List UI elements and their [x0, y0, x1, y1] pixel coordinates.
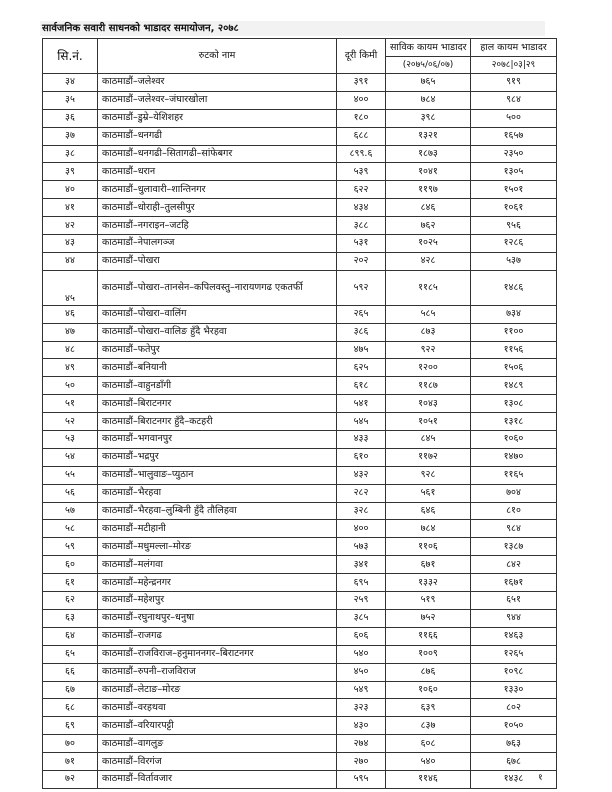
serial-cell: ६७	[43, 681, 98, 699]
old-fare-cell: ११०६	[386, 538, 471, 556]
route-cell: काठमाडौं–वरियारपट्टी	[98, 717, 337, 735]
distance-cell: २०२	[337, 252, 386, 270]
route-cell: काठमाडौं–नगराइन–जटहि	[98, 217, 337, 235]
route-cell: काठमाडौं–बिराटनगर हुँदै–कटहरी	[98, 413, 337, 431]
old-fare-cell: ७५२	[386, 609, 471, 627]
serial-cell: ४६	[43, 305, 98, 323]
route-cell: काठमाडौं–मटीहानी	[98, 520, 337, 538]
route-cell: काठमाडौं–रघुनाथपुर–धनुषा	[98, 609, 337, 627]
distance-cell: ६१०	[337, 448, 386, 466]
old-fare-cell: ८७३	[386, 323, 471, 341]
new-fare-cell: १३३०	[471, 681, 557, 699]
table-row	[43, 74, 557, 92]
new-fare-cell: ९४४	[471, 609, 557, 627]
route-cell: काठमाडौं–बिराटनगर	[98, 395, 337, 413]
distance-cell: २६५	[337, 305, 386, 323]
table-row	[43, 217, 557, 235]
serial-cell: ४७	[43, 323, 98, 341]
table-row	[43, 91, 557, 109]
serial-cell: ७२	[43, 770, 98, 788]
table-row	[43, 753, 557, 771]
distance-cell: ३२३	[337, 699, 386, 717]
old-fare-cell: ६७१	[386, 556, 471, 574]
distance-cell: ६९५	[337, 574, 386, 592]
serial-cell: ५७	[43, 502, 98, 520]
route-cell: काठमाडौं–राजविराज–हनुमाननगर–बिराटनगर	[98, 645, 337, 663]
new-fare-cell: ८०२	[471, 699, 557, 717]
header-old-fare-date: (२०७५/०६/०७)	[386, 57, 471, 74]
table-row	[43, 466, 557, 484]
table-row	[43, 341, 557, 359]
page-number: १	[538, 773, 543, 783]
distance-cell: ५९५	[337, 770, 386, 788]
table-row	[43, 252, 557, 270]
serial-cell: ५८	[43, 520, 98, 538]
new-fare-cell: ७६३	[471, 735, 557, 753]
old-fare-cell: ११४६	[386, 770, 471, 788]
route-cell: काठमाडौं–बनियानी	[98, 359, 337, 377]
old-fare-cell: ५८५	[386, 305, 471, 323]
new-fare-cell: १४८९	[471, 377, 557, 395]
serial-cell: ६३	[43, 609, 98, 627]
new-fare-cell: ६५१	[471, 592, 557, 610]
distance-cell: ३८८	[337, 217, 386, 235]
old-fare-cell: ४२८	[386, 252, 471, 270]
route-cell: काठमाडौं–महेन्द्रनगर	[98, 574, 337, 592]
serial-cell: ४४	[43, 252, 98, 270]
serial-cell: ५१	[43, 395, 98, 413]
new-fare-cell: १४६३	[471, 627, 557, 645]
serial-cell: ३७	[43, 127, 98, 145]
route-cell: काठमाडौं–मलंगवा	[98, 556, 337, 574]
header-old-fare: साविक कायम भाडादर	[386, 39, 471, 57]
fare-table	[42, 38, 557, 789]
serial-cell: ५४	[43, 448, 98, 466]
new-fare-cell: ७०४	[471, 484, 557, 502]
distance-cell: ४३०	[337, 717, 386, 735]
serial-cell: ४३	[43, 235, 98, 253]
route-cell: काठमाडौं–वरहथवा	[98, 699, 337, 717]
serial-cell: ३९	[43, 163, 98, 181]
new-fare-cell: ७३४	[471, 305, 557, 323]
old-fare-cell: १०४१	[386, 163, 471, 181]
old-fare-cell: ५४०	[386, 753, 471, 771]
table-body	[43, 74, 557, 789]
serial-cell: ६६	[43, 663, 98, 681]
old-fare-cell: ७८४	[386, 520, 471, 538]
old-fare-cell: १०५१	[386, 413, 471, 431]
route-cell: काठमाडौं–जलेश्वर	[98, 74, 337, 92]
serial-cell: ५६	[43, 484, 98, 502]
route-cell: काठमाडौं–भद्रपुर	[98, 448, 337, 466]
serial-cell: ६९	[43, 717, 98, 735]
new-fare-cell: ९५६	[471, 217, 557, 235]
new-fare-cell: ८४२	[471, 556, 557, 574]
serial-cell: ३८	[43, 145, 98, 163]
serial-cell: ५५	[43, 466, 98, 484]
distance-cell: ५९२	[337, 270, 386, 305]
distance-cell: ५४९	[337, 681, 386, 699]
old-fare-cell: ११९७	[386, 181, 471, 199]
old-fare-cell: ५१९	[386, 592, 471, 610]
old-fare-cell: १०६०	[386, 681, 471, 699]
distance-cell: ३८६	[337, 323, 386, 341]
route-cell: काठमाडौं–पोखरा	[98, 252, 337, 270]
old-fare-cell: ८७६	[386, 663, 471, 681]
new-fare-cell: १०६१	[471, 199, 557, 217]
distance-cell: ८९९.६	[337, 145, 386, 163]
distance-cell: १८०	[337, 109, 386, 127]
route-cell: काठमाडौं–भगवानपुर	[98, 431, 337, 449]
serial-cell: ३५	[43, 91, 98, 109]
table-row	[43, 592, 557, 610]
table-row	[43, 323, 557, 341]
new-fare-cell: ११६५	[471, 466, 557, 484]
distance-cell: ४५०	[337, 663, 386, 681]
route-cell: काठमाडौं–भैरहवा–लुम्बिनी हुँदै तौलिहवा	[98, 502, 337, 520]
table-row	[43, 359, 557, 377]
table-row	[43, 145, 557, 163]
header-new-fare-date: २०७८|०३|२९	[471, 57, 557, 74]
new-fare-cell: १४७०	[471, 448, 557, 466]
serial-cell: ७०	[43, 735, 98, 753]
new-fare-cell: ५३७	[471, 252, 557, 270]
table-row	[43, 663, 557, 681]
table-row	[43, 627, 557, 645]
new-fare-cell: १३८७	[471, 538, 557, 556]
serial-cell: ६०	[43, 556, 98, 574]
old-fare-cell: १२००	[386, 359, 471, 377]
route-cell: काठमाडौं–पोखरा–वालिंग	[98, 305, 337, 323]
old-fare-cell: ६०८	[386, 735, 471, 753]
table-row	[43, 199, 557, 217]
old-fare-cell: ५६१	[386, 484, 471, 502]
old-fare-cell: ७८४	[386, 91, 471, 109]
table-row	[43, 538, 557, 556]
route-cell: काठमाडौं–पोखरा–वालिङ हुँदै भैरहवा	[98, 323, 337, 341]
table-row	[43, 770, 557, 788]
table-row	[43, 645, 557, 663]
old-fare-cell: ११८७	[386, 377, 471, 395]
old-fare-cell: ११७२	[386, 448, 471, 466]
distance-cell: ६८८	[337, 127, 386, 145]
new-fare-cell: १३१८	[471, 413, 557, 431]
table-row	[43, 413, 557, 431]
old-fare-cell: ८३७	[386, 717, 471, 735]
table-row	[43, 448, 557, 466]
serial-cell: ४९	[43, 359, 98, 377]
distance-cell: ६०६	[337, 627, 386, 645]
distance-cell: ४३३	[337, 431, 386, 449]
distance-cell: ६२५	[337, 359, 386, 377]
new-fare-cell: १३०८	[471, 395, 557, 413]
new-fare-cell: १३०५	[471, 163, 557, 181]
route-cell: काठमाडौं–नेपालगञ्ज	[98, 235, 337, 253]
old-fare-cell: ७६२	[386, 217, 471, 235]
distance-cell: २५९	[337, 592, 386, 610]
route-cell: काठमाडौं–भैरहवा	[98, 484, 337, 502]
table-row	[43, 681, 557, 699]
distance-cell: ५४५	[337, 413, 386, 431]
route-cell: काठमाडौं–धुलावारी–शान्तिनगर	[98, 181, 337, 199]
route-cell: काठमाडौं–लेटाङ–मोरङ	[98, 681, 337, 699]
new-fare-cell: १२८६	[471, 235, 557, 253]
distance-cell: ४३४	[337, 199, 386, 217]
old-fare-cell: ८४५	[386, 431, 471, 449]
table-row	[43, 717, 557, 735]
table-row	[43, 305, 557, 323]
old-fare-cell: १३२१	[386, 127, 471, 145]
route-cell: काठमाडौं–धनगढी	[98, 127, 337, 145]
new-fare-cell: ९८४	[471, 520, 557, 538]
route-cell: काठमाडौं–वाहुनडाँगी	[98, 377, 337, 395]
serial-cell: ६५	[43, 645, 98, 663]
distance-cell: ४७५	[337, 341, 386, 359]
distance-cell: ५३१	[337, 235, 386, 253]
route-cell: काठमाडौं–महेशपुर	[98, 592, 337, 610]
serial-cell: ५३	[43, 431, 98, 449]
distance-cell: ५४१	[337, 395, 386, 413]
old-fare-cell: ९२८	[386, 466, 471, 484]
old-fare-cell: १०४३	[386, 395, 471, 413]
old-fare-cell: ६३९	[386, 699, 471, 717]
new-fare-cell: १५०१	[471, 181, 557, 199]
distance-cell: ५७३	[337, 538, 386, 556]
old-fare-cell: ३९८	[386, 109, 471, 127]
table-row	[43, 574, 557, 592]
serial-cell: ४०	[43, 181, 98, 199]
distance-cell: २८२	[337, 484, 386, 502]
new-fare-cell: १४८६	[471, 270, 557, 305]
new-fare-cell: २३५०	[471, 145, 557, 163]
route-cell: काठमाडौं–वागलुङ	[98, 735, 337, 753]
new-fare-cell: ११००	[471, 323, 557, 341]
serial-cell: ५०	[43, 377, 98, 395]
serial-cell: ४२	[43, 217, 98, 235]
header-distance: दूरी किमी	[337, 39, 386, 74]
new-fare-cell: १६५७	[471, 127, 557, 145]
distance-cell: ३४१	[337, 556, 386, 574]
table-row	[43, 431, 557, 449]
old-fare-cell: १३३२	[386, 574, 471, 592]
distance-cell: २७०	[337, 753, 386, 771]
distance-cell: ६२२	[337, 181, 386, 199]
table-row	[43, 181, 557, 199]
old-fare-cell: ९२२	[386, 341, 471, 359]
new-fare-cell: ९१९	[471, 74, 557, 92]
new-fare-cell: १०६०	[471, 431, 557, 449]
distance-cell: ६१८	[337, 377, 386, 395]
old-fare-cell: ७६५	[386, 74, 471, 92]
distance-cell: ४००	[337, 520, 386, 538]
serial-cell: ३६	[43, 109, 98, 127]
distance-cell: ५४०	[337, 645, 386, 663]
document-title: सार्वजनिक सवारी साधनको भाडादर समायोजन, २०७८	[40, 21, 545, 36]
serial-cell: ६२	[43, 592, 98, 610]
old-fare-cell: १०२५	[386, 235, 471, 253]
route-cell: काठमाडौं–पोखरा–तानसेन–कपिलवस्तु–नारायणगढ एकतर्फी	[98, 270, 337, 305]
serial-cell: ५९	[43, 538, 98, 556]
table-header-row	[43, 39, 557, 57]
distance-cell: ३२८	[337, 502, 386, 520]
old-fare-cell: ११६६	[386, 627, 471, 645]
new-fare-cell: ११५६	[471, 341, 557, 359]
table-row	[43, 109, 557, 127]
new-fare-cell: १४३८	[471, 770, 557, 788]
serial-cell: ६८	[43, 699, 98, 717]
route-cell: काठमाडौं–जलेश्वर–जंघारखोला	[98, 91, 337, 109]
old-fare-cell: १००९	[386, 645, 471, 663]
table-row	[43, 377, 557, 395]
old-fare-cell: ६४६	[386, 502, 471, 520]
table-row	[43, 735, 557, 753]
table-row	[43, 556, 557, 574]
table-row	[43, 502, 557, 520]
old-fare-cell: ८४६	[386, 199, 471, 217]
new-fare-cell: ९८४	[471, 91, 557, 109]
route-cell: काठमाडौं–विर्तावजार	[98, 770, 337, 788]
new-fare-cell: ६७८	[471, 753, 557, 771]
route-cell: काठमाडौं–रुपनी–राजविराज	[98, 663, 337, 681]
distance-cell: ४३२	[337, 466, 386, 484]
old-fare-cell: ११८५	[386, 270, 471, 305]
table-row	[43, 235, 557, 253]
table-row	[43, 163, 557, 181]
new-fare-cell: १०५०	[471, 717, 557, 735]
header-new-fare: हाल कायम भाडादर	[471, 39, 557, 57]
distance-cell: ३९१	[337, 74, 386, 92]
distance-cell: २७४	[337, 735, 386, 753]
route-cell: काठमाडौं–राजगढ	[98, 627, 337, 645]
new-fare-cell: ५००	[471, 109, 557, 127]
table-row	[43, 484, 557, 502]
new-fare-cell: १५०६	[471, 359, 557, 377]
serial-cell: ७१	[43, 753, 98, 771]
route-cell: काठमाडौं–धनगढी–सितागढी–सांफेबगर	[98, 145, 337, 163]
route-cell: काठमाडौं–फतेपुर	[98, 341, 337, 359]
table-row	[43, 127, 557, 145]
serial-cell: ५२	[43, 413, 98, 431]
distance-cell: ३८५	[337, 609, 386, 627]
new-fare-cell: १०९८	[471, 663, 557, 681]
new-fare-cell: १२६५	[471, 645, 557, 663]
route-cell: काठमाडौं–मधुमल्ला–मोरङ	[98, 538, 337, 556]
new-fare-cell: १६७१	[471, 574, 557, 592]
table-row	[43, 699, 557, 717]
table-row	[43, 270, 557, 305]
old-fare-cell: १८७३	[386, 145, 471, 163]
route-cell: काठमाडौं–धोराही–तुलसीपुर	[98, 199, 337, 217]
route-cell: काठमाडौं–धरान	[98, 163, 337, 181]
serial-cell: ६४	[43, 627, 98, 645]
route-cell: काठमाडौं–विरगंज	[98, 753, 337, 771]
header-route: रुटको नाम	[98, 39, 337, 74]
distance-cell: ४००	[337, 91, 386, 109]
serial-cell: ४८	[43, 341, 98, 359]
route-cell: काठमाडौं–डुम्रे–येशिशहर	[98, 109, 337, 127]
new-fare-cell: ८१०	[471, 502, 557, 520]
distance-cell: ५३९	[337, 163, 386, 181]
serial-cell: ४५	[43, 270, 98, 305]
table-row	[43, 520, 557, 538]
table-row	[43, 395, 557, 413]
serial-cell: ६१	[43, 574, 98, 592]
route-cell: काठमाडौं–भालुवाङ–प्युठान	[98, 466, 337, 484]
serial-cell: ४१	[43, 199, 98, 217]
table-row	[43, 609, 557, 627]
header-serial: सि.नं.	[43, 39, 98, 74]
serial-cell: ३४	[43, 74, 98, 92]
